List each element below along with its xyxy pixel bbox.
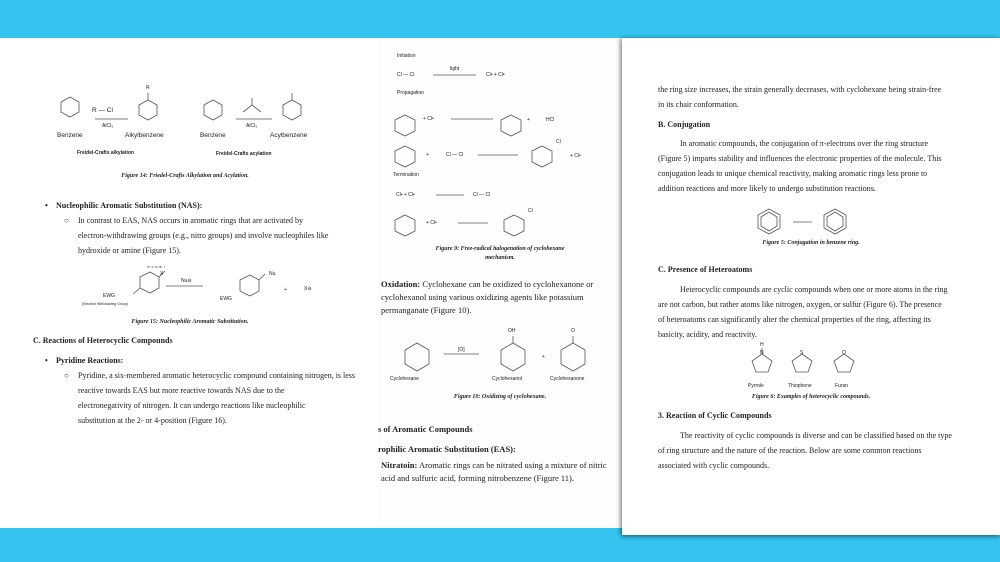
label-s: S	[800, 350, 804, 356]
label-x-note: X= F, Cl, Br, I	[147, 265, 165, 269]
paragraph-line: Pyridine, a six-membered aromatic heterocyclic compound containing nitrogen, is less	[78, 371, 356, 380]
pyridine-heading: Pyridine Reactions:	[56, 356, 124, 365]
paragraph-line: The reactivity of cyclic compounds is diverse and can be classified based on the type	[680, 431, 952, 440]
label-n: N	[760, 350, 764, 356]
sub-bullet: ○	[64, 216, 69, 225]
oxidation-paragraph	[381, 278, 617, 317]
paragraph-line: reactive towards EAS but more reactive towards NAS due to the	[78, 386, 285, 395]
label-radicals: Cl• + Cl•	[486, 72, 505, 78]
figure-caption: Figure 15: Nucleophilic Aromatic Substitution.	[131, 319, 249, 325]
paragraph-line: are not carbon, but rather atoms like nitrogen, oxygen, or sulfur (Figure 6). The presence	[658, 300, 942, 309]
paragraph-line: associated with cyclic compounds.	[658, 461, 770, 470]
label-o: O	[571, 328, 575, 334]
paragraph-line: addition reactions and more likely to undergo substitution reactions.	[658, 184, 876, 193]
label-nu: Nu	[269, 271, 276, 277]
document-page-left	[0, 38, 380, 528]
section-heading: C. Reactions of Heterocyclic Compounds	[33, 336, 173, 345]
label-ewg: EWG	[103, 293, 115, 299]
text: Cyclohexane can be oxidized to cyclohexanone or cyclohexanol	[381, 279, 594, 302]
section-heading: 3. Reaction of Cyclic Compounds	[658, 411, 772, 420]
label-x: X	[160, 271, 164, 277]
figure-caption: Figure 9: Free-radical halogenation of cyclohexane	[435, 246, 565, 252]
label-propagation: Propagation	[397, 90, 424, 96]
paragraph-line: In aromatic compounds, the conjugation of π-electrons over the ring structure	[680, 139, 929, 148]
label-alkylation: Freidel-Crafts alkylation	[77, 150, 134, 156]
label-reagent: [O]	[458, 347, 465, 353]
paragraph-line: In contrast to EAS, NAS occurs in aromatic rings that are activated by	[78, 216, 304, 225]
label-light: light	[450, 66, 460, 72]
paragraph-line: Heterocyclic compounds are cyclic compounds when one or more atoms in the ring	[680, 285, 948, 294]
figure-6-heterocycles	[622, 338, 1000, 398]
paragraph-line: hydroxide or amine (Figure 15).	[78, 246, 181, 255]
label-ewg: EWG	[220, 296, 232, 302]
label-alkylbenzene: Alkylbenzene	[125, 132, 164, 139]
label-oh: OH	[508, 328, 516, 334]
label-acylbenzene: Acylbenzene	[270, 132, 308, 139]
label-cyclohexanol: Cyclohexanol	[492, 376, 523, 382]
section-heading: B. Conjugation	[658, 120, 711, 129]
bullet: •	[45, 356, 48, 365]
label-catalyst: AlCl₃	[102, 123, 114, 129]
nitration-paragraph	[381, 459, 617, 485]
figure-caption: Figure 6: Examples of heterocyclic compounds.	[751, 394, 871, 400]
document-page-right	[622, 38, 1000, 535]
label-plus: +	[284, 287, 287, 293]
label-benzene: Benzene	[200, 132, 226, 139]
paragraph-line: the ring size increases, the strain generally decreases, with cyclohexane being strain-free	[658, 85, 942, 94]
label-cyclohexanone: Cyclohexanone	[550, 376, 585, 382]
paragraph-line: using various oxidizing agents like potassium permanganate (Figure 10).	[381, 292, 584, 315]
document-page-middle	[378, 38, 628, 528]
figure-14-structures	[0, 38, 380, 158]
label-ewg-note: (Electron Withdrawing Group)	[82, 302, 129, 306]
paragraph-line: electron-withdrawing groups (e.g., nitro groups) and involve nucleophiles like	[78, 231, 329, 240]
figure-caption: Figure 5: Conjugation in benzene ring.	[762, 240, 860, 246]
label-term-reactants: Cl• + Cl•	[396, 192, 415, 198]
figure-9-structures	[378, 38, 628, 238]
label-benzene: Benzene	[57, 132, 83, 139]
label-cyclohexane: Cyclohexane	[390, 376, 419, 382]
label-termination: Termination	[393, 172, 419, 178]
label-plus: +	[527, 117, 530, 123]
label-initiation: Initiation	[397, 53, 416, 59]
label-thiophene: Thiophene	[788, 383, 812, 389]
figure-caption: mechanism.	[485, 255, 515, 261]
bullet: •	[45, 201, 48, 210]
label-plus: +	[426, 152, 429, 158]
label-catalyst: AlCl₃	[246, 123, 258, 129]
figure-caption: Figure 14: Friedel-Crafts Alkylation and Acylation.	[121, 173, 249, 179]
label-plus-cl: + Cl•	[423, 116, 434, 122]
eas-heading: rophilic Aromatic Substitution (EAS):	[378, 444, 516, 454]
label-cl: Cl	[556, 139, 561, 145]
text: Aromatic rings can be nitrated using a mixture of nitric acid and	[381, 460, 607, 483]
label-r: R	[146, 85, 150, 91]
paragraph-line: (Figure 5) imparts stability and influences the electronic properties of the molecule. This	[658, 154, 942, 163]
label-reagent: R — Cl	[92, 107, 113, 114]
paragraph-line: of ring structure and the nature of the reaction. Below are some common reactions	[658, 446, 922, 455]
pyridine-paragraph	[78, 368, 374, 428]
label-term-product: Cl — Cl	[473, 192, 491, 198]
oxidation-label: Oxidation:	[381, 279, 421, 289]
label-h: H	[760, 342, 764, 348]
paragraph-line: sulfuric acid, forming nitrobenzene (Figure 11).	[411, 473, 575, 483]
label-plus-cl: + Cl•	[426, 220, 437, 226]
label-cl2: Cl — Cl	[397, 72, 415, 78]
paragraph-line: basicity, acidity, and reactivity.	[658, 330, 757, 339]
label-x-minus: X⊖	[304, 286, 312, 292]
section-heading: s of Aromatic Compounds	[378, 424, 473, 434]
label-nu: Nu⊖	[181, 278, 192, 284]
label-plus-cl: + Cl•	[570, 153, 581, 159]
paragraph-line: substitution at the 2- or 4-position (Figure 16).	[78, 416, 227, 425]
label-clcl: Cl — Cl	[446, 152, 464, 158]
label-pyrrole: Pyrrole	[748, 383, 764, 389]
paragraph-line: electronegativity of nitrogen. It can undergo reactions like nucleophilic	[78, 401, 306, 410]
figure-caption: Figure 10: Oxidizing of cyclohexane.	[453, 394, 547, 400]
label-furan: Furan	[835, 383, 849, 389]
paragraph-line: conjugation leads to unique chemical reactivity, making aromatic rings less prone to	[658, 169, 928, 178]
nitration-label: Nitratoin:	[381, 460, 418, 470]
sub-bullet: ○	[64, 371, 69, 380]
label-cl: Cl	[528, 208, 533, 214]
label-plus: +	[542, 354, 545, 360]
label-acylation: Freidel-Crafts acylation	[216, 151, 272, 157]
figure-5-conjugation	[622, 203, 1000, 263]
section-heading: C. Presence of Heteroatoms	[658, 265, 753, 274]
nas-heading: Nucleophilic Aromatic Substitution (NAS):	[56, 201, 203, 210]
paragraph-line: of heteroatoms can significantly alter the chemical properties of the ring, affecting its	[658, 315, 931, 324]
label-o: O	[842, 350, 846, 356]
paragraph-line: in its chair conformation.	[658, 100, 739, 109]
label-hcl: HCl	[546, 117, 555, 123]
